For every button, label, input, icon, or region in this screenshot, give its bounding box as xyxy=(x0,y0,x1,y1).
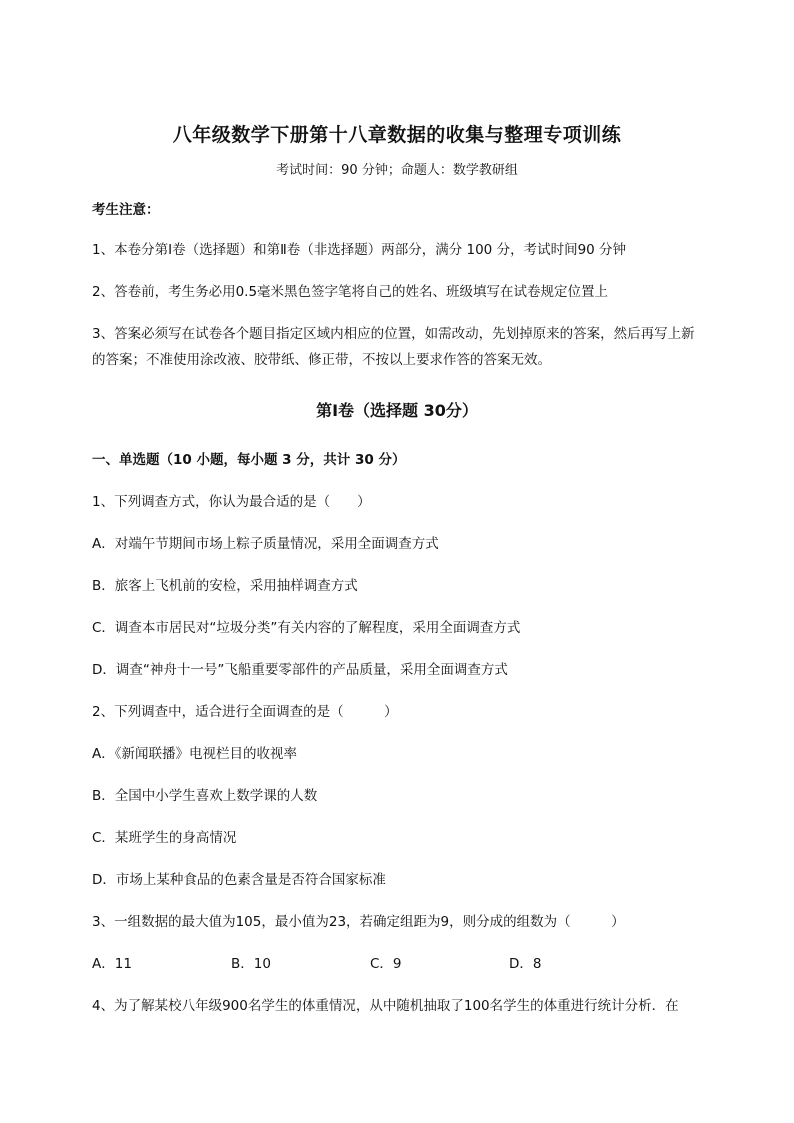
question-2-option-d: D．市场上某种食品的色素含量是否符合国家标准 xyxy=(92,872,386,888)
question-3-option-b: B．10 xyxy=(231,956,271,972)
question-1-stem: 1、下列调查方式，你认为最合适的是（ ） xyxy=(92,494,371,510)
question-3-option-a: A．11 xyxy=(92,956,132,972)
question-3-option-d: D．8 xyxy=(509,956,542,972)
part-heading: 一、单选题（10 小题，每小题 3 分，共计 30 分） xyxy=(92,452,406,468)
question-2-stem: 2、下列调查中，适合进行全面调查的是（ ） xyxy=(92,704,398,720)
question-2-option-c: C．某班学生的身高情况 xyxy=(92,830,237,846)
question-1-option-d: D．调查“神舟十一号”飞船重要零部件的产品质量，采用全面调查方式 xyxy=(92,662,508,678)
question-3-stem: 3、一组数据的最大值为105，最小值为23，若确定组距为9，则分成的组数为（ ） xyxy=(92,914,625,930)
notice-item-3-line-1: 3、答案必须写在试卷各个题目指定区域内相应的位置，如需改动，先划掉原来的答案，然后再写上新 xyxy=(92,326,695,342)
question-2-option-a: A．《新闻联播》电视栏目的收视率 xyxy=(92,746,297,762)
question-1-option-b: B．旅客上飞机前的安检，采用抽样调查方式 xyxy=(92,578,358,594)
notice-heading: 考生注意： xyxy=(92,202,160,218)
question-1-option-c: C．调查本市居民对“垃圾分类”有关内容的了解程度，采用全面调查方式 xyxy=(92,620,521,636)
notice-item-2: 2、答卷前，考生务必用0.5毫米黑色签字笔将自己的姓名、班级填写在试卷规定位置上 xyxy=(92,284,609,300)
question-4-stem: 4、为了解某校八年级900名学生的体重情况，从中随机抽取了100名学生的体重进行统计分析．在 xyxy=(92,998,679,1014)
notice-item-3-line-2: 的答案；不准使用涂改液、胶带纸、修正带，不按以上要求作答的答案无效。 xyxy=(92,352,551,368)
question-1-option-a: A．对端午节期间市场上粽子质量情况，采用全面调查方式 xyxy=(92,536,439,552)
exam-info: 考试时间：90 分钟；命题人：数学教研组 xyxy=(276,163,518,178)
page-title: 八年级数学下册第十八章数据的收集与整理专项训练 xyxy=(172,124,622,146)
question-3-option-c: C．9 xyxy=(370,956,402,972)
question-2-option-b: B．全国中小学生喜欢上数学课的人数 xyxy=(92,788,318,804)
section-title: 第Ⅰ卷（选择题 30分） xyxy=(316,401,478,420)
notice-item-1: 1、本卷分第Ⅰ卷（选择题）和第Ⅱ卷（非选择题）两部分，满分 100 分，考试时间90 分钟 xyxy=(92,242,627,258)
question-3-options xyxy=(92,951,712,977)
